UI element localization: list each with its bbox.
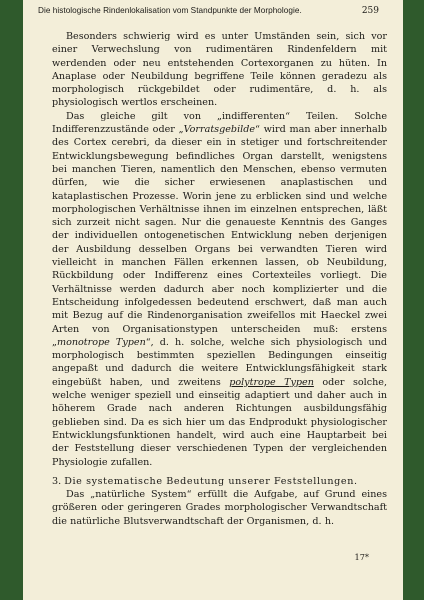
emphasis-monotrope-typen: monotrope Typen xyxy=(56,336,146,348)
running-header xyxy=(23,4,403,18)
paragraph-text: Das gleiche gilt von „indifferenten“ Teilen. Solche Indifferenzzustände oder „ xyxy=(52,110,387,136)
page-body xyxy=(52,30,387,528)
paragraph-text: oder solche, welche weniger speziell und einseitig adaptiert und daher auch in höherem Grade nach anderen Richtungen ausbildungsfähig geblieben sind. Da es sich hier um das Endprodukt physiologischer Entwicklungsfunktionen handelt, wird auch eine Hauptarbeit bei der Feststellung dieser verschiedenen Typen der vergleichenden Physiologie zufallen. xyxy=(52,376,387,468)
emphasis-polytrope-typen: polytrope Typen xyxy=(229,376,314,388)
running-header-title: Die histologische Rindenlokalisation vom Standpunkte der Morphologie. xyxy=(38,6,302,15)
paragraph-rudimentary-fields: Besonders schwierig wird es unter Umständen sein, sich vor einer Verwechslung von rudimentären Rindenfeldern mit werdenden oder neu entstehenden Cortexorganen zu hüten. In Anaplase oder Neubildung begriffene Teile können geradezu als morphologisch rückgebildet oder rudimentäre, d. h. als physiologisch wertlos erscheinen. xyxy=(52,31,387,109)
paragraph-indifferent-parts xyxy=(52,110,387,469)
paragraph-text: “ wird man aber innerhalb des Cortex cerebri, da dieser ein in stetiger und fortschreitender Entwicklungsbewegung befindliches Organ darstellt, wenigstens bei manchen Tieren, namentlich den Menschen, ebenso vermuten dürfen, wie die sicher erwiesenen anaplastischen und kataplastischen Prozesse. Worin jene zu erblicken sind und welche morphologischen Verhältnisse ihnen im einzelnen entsprechen, läßt sich zurzeit nicht sagen. Nur die genaueste Kenntnis des Ganges der individuellen ontogenetischen Entwicklung neben derjenigen der Ausbildung desselben Organs bei verwandten Tieren wird vielleicht in manchen Fällen erkennen lassen, ob Neubildung, Rückbildung oder Indifferenz eines Cortexteiles vorliegt. Die Verhältnisse werden dadurch aber noch komplizierter und die Entscheidung infolgedessen bedeutend erschwert, daß man auch mit Bezug auf die Rindenorganisation zweifellos mit Haeckel zwei Arten von Organisationstypen unterscheiden muß: erstens „ xyxy=(52,124,387,348)
paragraph-text: “, d. h. solche, welche sich physiologisch und morphologisch bestimmten speziellen Bedingungen einseitig angepaßt und dadurch die weitere Entwicklungsfähigkeit stark eingebüßt haben, und zweitens xyxy=(52,336,387,388)
section-title: Die systematische Bedeutung unserer Feststellungen. xyxy=(64,475,358,487)
signature-mark: 17* xyxy=(354,552,369,562)
section-heading xyxy=(52,475,387,488)
section-number: 3. xyxy=(52,475,62,487)
emphasis-vorratsgebilde: Vorratsgebilde xyxy=(183,124,256,136)
page-number: 259 xyxy=(361,6,379,16)
paragraph-natural-system: Das „natürliche System“ erfüllt die Aufgabe, auf Grund eines größeren oder geringeren Grades morphologischer Verwandtschaft die natürliche Blutsverwandtschaft der Organismen, d. h. xyxy=(52,489,387,527)
book-page xyxy=(23,0,403,600)
